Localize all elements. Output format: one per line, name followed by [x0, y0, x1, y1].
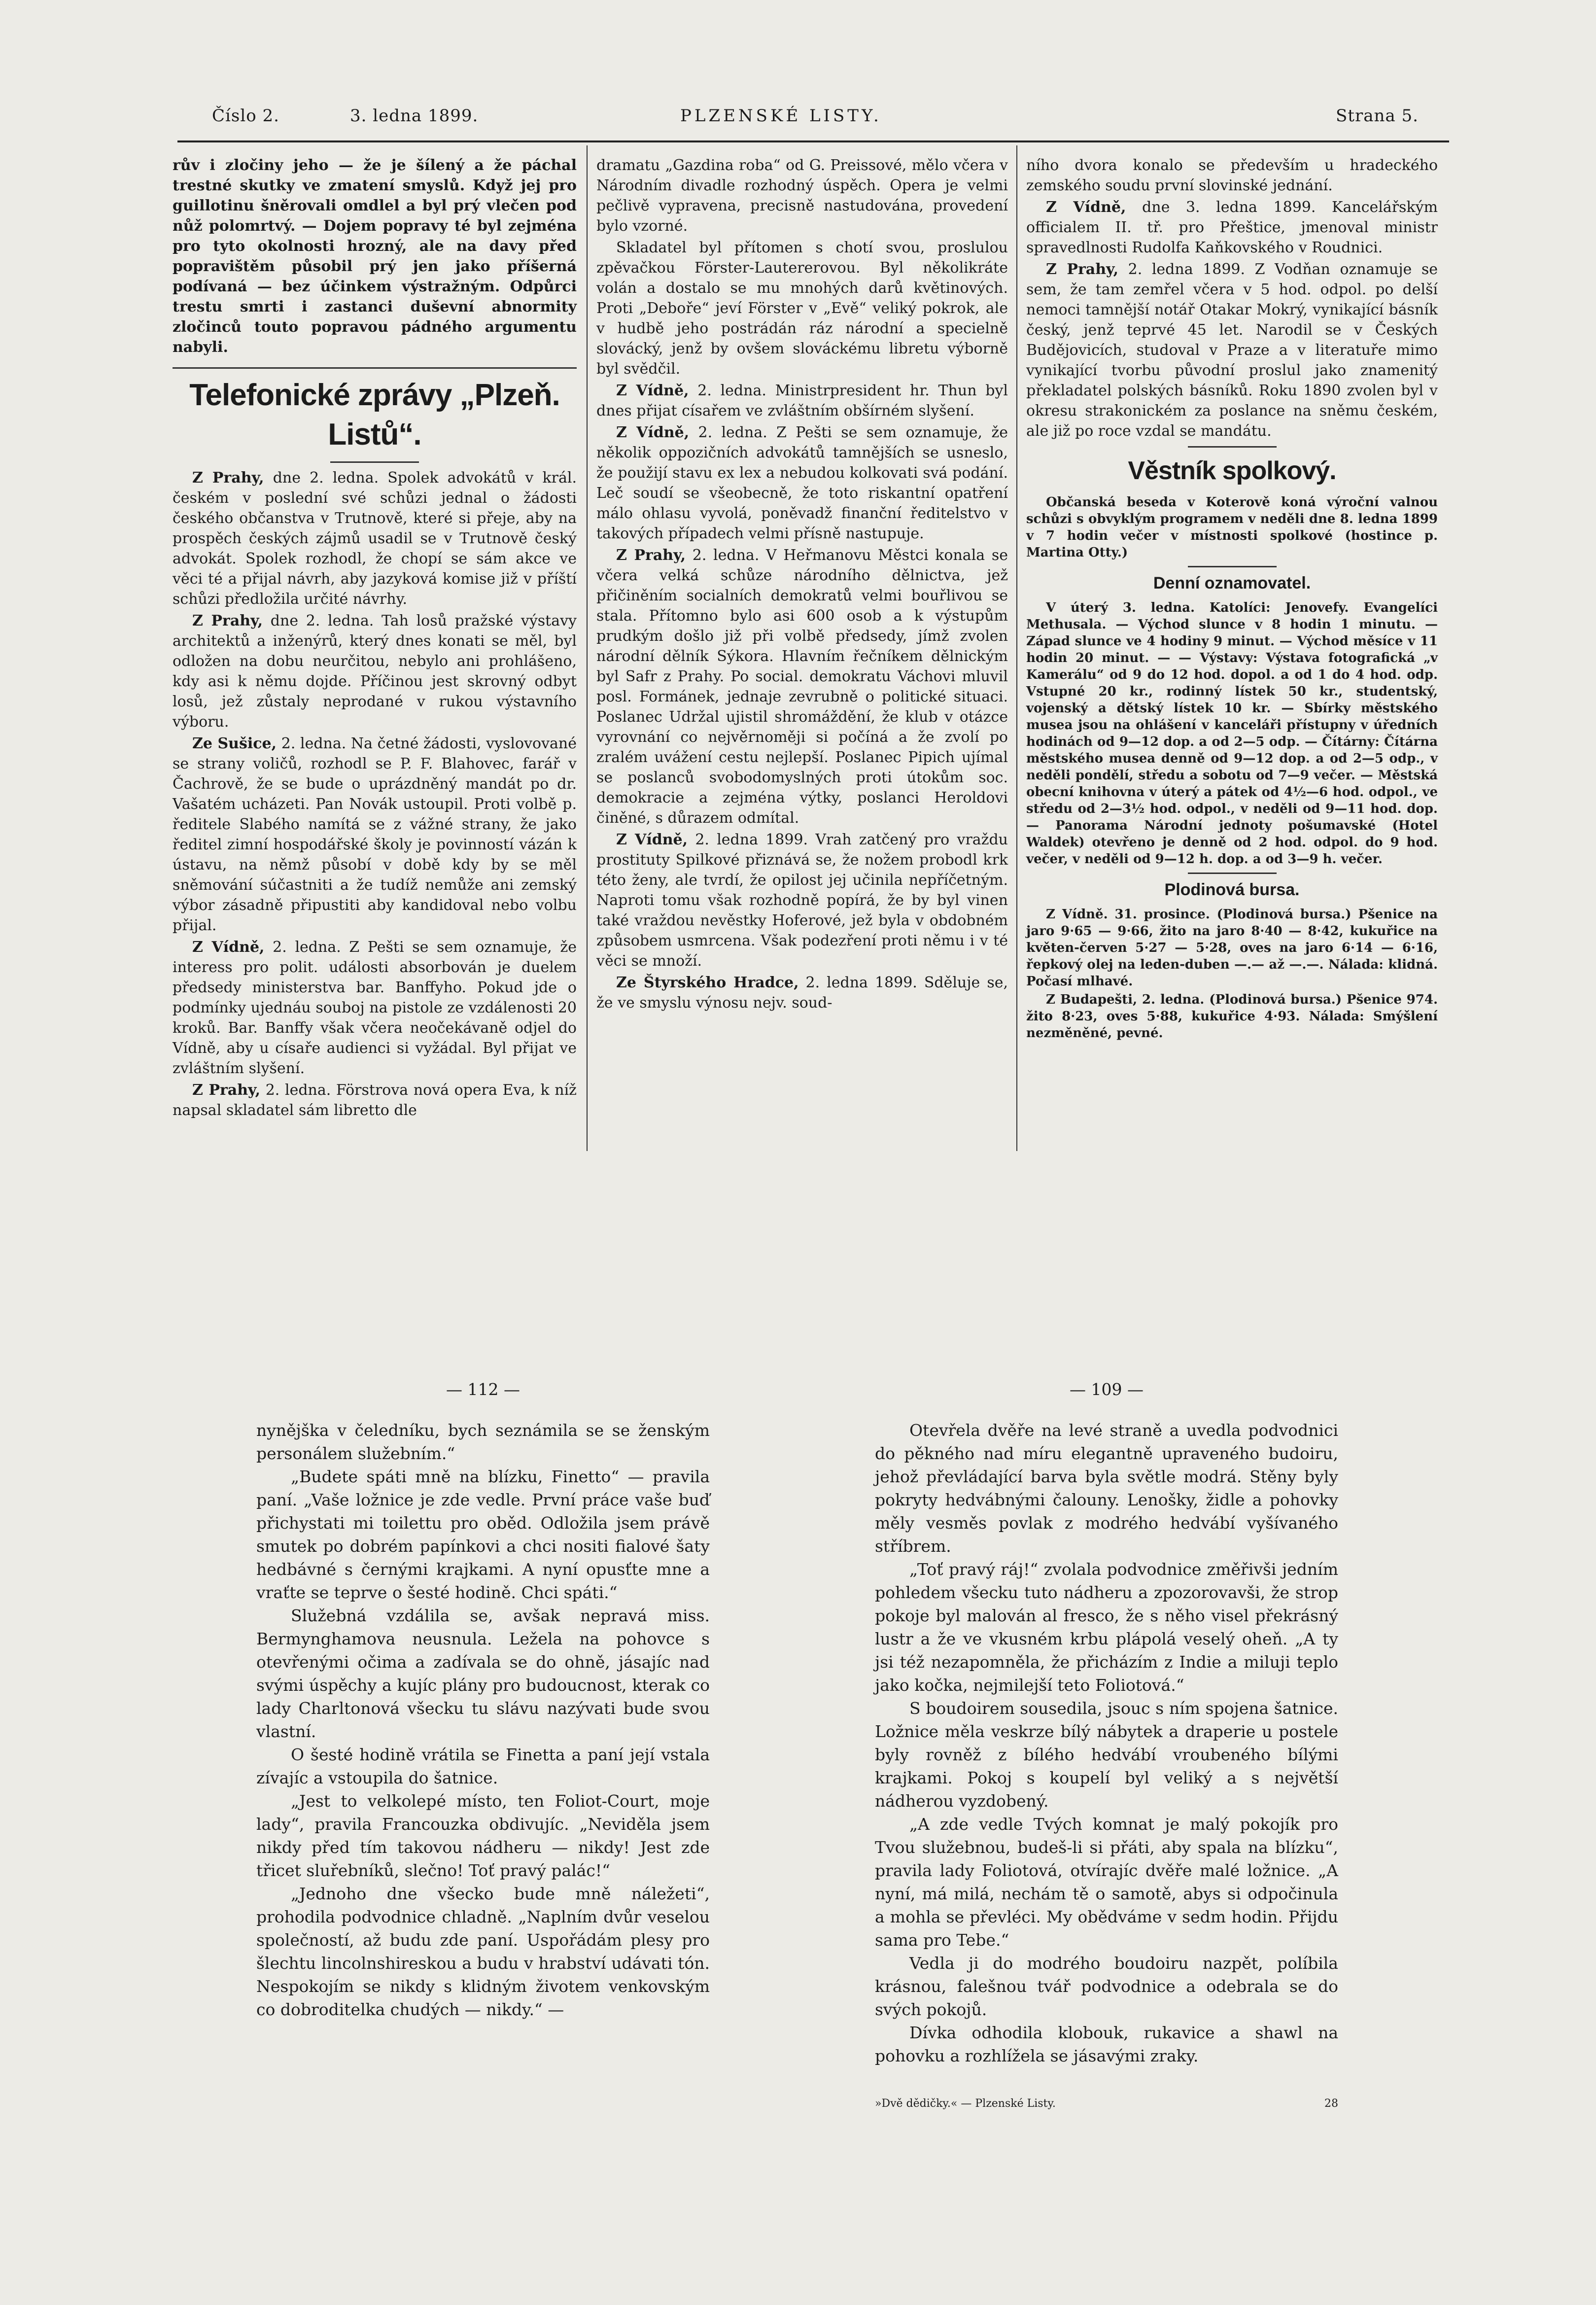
- section-rule: [173, 367, 577, 369]
- news-item: Z Vídně, 2. ledna. Ministrpresident hr. Thun byl dnes přijat císařem ve zvláštním obšírném slyšení.: [596, 382, 1008, 419]
- serial-paragraph: S boudoirem sousedila, jsouc s ním spojena šatnice. Ložnice měla veskrze bílý nábytek a draperie u postele byly rovněž z bílého hedvábí vroubeného bílými krajkami. Pokoj s koupelí byl veliký a s největší nádherou vyzdobený.: [875, 1699, 1338, 1811]
- news-item: Z Vídně, dne 3. ledna 1899. Kancelářským officialem II. tř. pro Přeštice, jmenoval ministr spravedlnosti Rudolfa Kaňkovského v Roudnici.: [1026, 199, 1438, 256]
- serial-page-number: — 112 —: [446, 1380, 520, 1399]
- newspaper-title: PLZENSKÉ LISTY.: [680, 106, 882, 126]
- news-item: dramatu „Gazdina roba“ od G. Preissové, mělo včera v Národním divadle rozhodný úspěch. Opera je velmi pečlivě vypravena, precisně nastudována, provedení bylo vzorné.: [596, 157, 1008, 235]
- column-separator: [1016, 145, 1017, 1151]
- page-number: Strana 5.: [1336, 106, 1419, 126]
- short-rule: [1188, 446, 1277, 448]
- serial-paragraph: nynějška v čeledníku, bych seznámila se se ženským personálem služebním.“: [256, 1421, 710, 1463]
- serial-paragraph: „A zde vedle Tvých komnat je malý pokojík pro Tvou služebnou, budeš-li si přáti, aby spala na blízku“, pravila lady Foliotová, otvírajíc dvěře malé ložnice. „A nyní, má milá, nechám tě o samotě, abys si odpočinula a mohla se převléci. My obědváme v sedm hodin. Přijdu sama pro Tebe.“: [875, 1815, 1338, 1950]
- news-item: Z Vídně, 2. ledna. Z Pešti se sem oznamuje, že interess pro polit. události absorbován je duelem předsedy ministerstva bar. Banffyho. Pokud jde o podmínky ujednáu souboj na pistole ze vzdálenosti 20 kroků. Bar. Banffy však včera neočekávaně odjel do Vídně, aby u císaře audienci si vyžádal. Byl přijat ve zvláštním slyšení.: [173, 939, 577, 1077]
- serial-footer-number: 28: [1324, 2097, 1338, 2110]
- serial-paragraph: „Jednoho dne všecko bude mně náležeti“, prohodila podvodnice chladně. „Naplním dvůr veselou společností, až budu zde paní. Uspořádám plesy pro šlechtu lincolnshireskou a budu v hrabství udávati tón. Nespokojím se nikdy s klidným životem venkovským co dobroditelka chudých — nikdy.“ —: [256, 1884, 710, 2019]
- news-list-1: [173, 468, 577, 1120]
- news-item: Z Prahy, 2. ledna 1899. Z Vodňan oznamuje se sem, že tam zemřel včera v 5 hod. odpol. po delší nemoci tamnější notář Otakar Mokrý, vynikající básník český, jenž teprvé 45 let. Narodil se v Českých Budějovicích, studoval v Praze a v literatuře mimo vynikající tvorbu původní proslul jako znamenitý překladatel polských básníků. Roku 1890 zvolen byl v okresu strakonickém za poslance na sněmu českém, ale již po roce vzdal se mandátu.: [1026, 261, 1438, 440]
- news-item: Skladatel byl přítomen s chotí svou, proslulou zpěvačkou Förster-Lautererovou. Byl několikráte volán a dostalo se mu mnohých darů květinových. Proti „Deboře“ jeví Förster v „Evě“ veliký pokrok, ale v hudbě jeho postrádán ráz národní a specielně slovácký, jenž by ovšem slováckému libretu výborně byl svědčil.: [596, 239, 1008, 378]
- news-item: Ze Sušice, 2. ledna. Na četné žádosti, vyslovované se strany voličů, rozhodl se P. F. Blahovec, farář v Čachrově, že se bude o uprázdněný mandát po dr. Vašatém ucházeti. Pan Novák ustoupil. Proti volbě p. ředitele Slabého namítá se z vážné strany, že jako ředitel zimní hospodářské školy je povinností vázán k ústavu, na němž působí v době kdy by se měl sněmování súčastniti a že tudíž nemůže ani zemský výbor zásadně připustiti aby kandidoval nebo volbu přijal.: [173, 735, 577, 934]
- news-item: Ze Štyrského Hradce, 2. ledna 1899. Sděluje se, že ve smyslu výnosu nejv. soud-: [596, 974, 1008, 1012]
- intro-text: rův i zločiny jeho — že je šílený a že páchal trestné skutky ve zmatení smyslů. Když jej pro guillotinu šněrovali omdlel a byl prý vlečen pod nůž polomrtvý. — Dojem popravy té byl zejména pro tyto okolnosti hrozný, ale na davy před popravištěm působil prý jen jako příšerná podívaná — bez účinkem výstražným. Odpůrci trestu smrti i zastanci duševní abnormity zločinců touto popravou pádného argumentu nabyli.: [173, 157, 577, 356]
- issue-date: 3. ledna 1899.: [350, 106, 479, 126]
- page-header: [197, 106, 1420, 140]
- serial-paragraph: Dívka odhodila klobouk, rukavice a shawl na pohovku a rozhlížela se jásavými zraky.: [875, 2023, 1338, 2065]
- serial-paragraph: O šesté hodině vrátila se Finetta a paní její vstala zívajíc a vstoupila do šatnice.: [256, 1745, 710, 1787]
- serial-paragraph: Otevřela dvěře na levé straně a uvedla podvodnici do pěkného nad míru elegantně upraveného budoiru, jehož převládající barva byla světle modrá. Stěny byly pokryty hedvábnými čalouny. Lenošky, židle a pohovky měly vesměs povlak z modrého hedvábí vyšívaného stříbrem.: [875, 1421, 1338, 1556]
- serial-paragraph: „Toť pravý ráj!“ zvolala podvodnice změřivši jedním pohledem všecku tuto nádheru a zpozorovavši, že strop pokoje byl malován al fresco, že s něho visel překrásný lustr a že ve vkusném krbu plápolá veselý oheň. „A ty jsi též nezapomněla, že přicházím z Indie a miluji teplo jako kočka, nejmilejší teto Foliotová.“: [875, 1560, 1338, 1695]
- short-rule: [1188, 566, 1277, 567]
- news-item: Z Prahy, dne 2. ledna. Tah losů pražské výstavy architektů a inženýrů, který dnes konati se měl, byl odložen na dobu neurčitou, nebylo ani prohlášeno, kdy asi k němu dojde. Příčinou jest skrovný odbyt losů, jež zůstaly neprodané v rukou výstavního výboru.: [173, 612, 577, 731]
- daily-notice: V úterý 3. ledna. Katolíci: Jenovefy. Evangelíci Methusala. — Východ slunce v 8 hodin 1 minutu. — Západ slunce ve 4 hodiny 9 minut. — Východ měsíce v 11 hodin 20 minut. — — Výstavy: Výstava fotografická „v Kamerálu“ od 9 do 12 hod. dopol. a od 1 do 4 hod. odp. Vstupné 20 kr., rodinný lístek 50 kr., studentský, vojenský a dětský lístek 10 kr. — Sbírky městského musea jsou na ohlášení v kanceláři přístupny v úředních hodinách od 9—12 dop. a od 2—5 odp. — Čítárny: Čítárna městského musea denně od 9—12 dop. a od 2—5 odp., v neděli pondělí, středu a sobotu od 7—9 večer. — Městská obecní knihovna v úterý a pátek od 4½—6 hod. odpol., ve středu od 2—3½ hod. odpol., v neděli od 9—11 hod. dop. — Panorama Národní jednoty pošumavské (Hotel Waldek) otevřeno je denně od 2 hod. odpol. do 9 hod. večer, v neděli od 9—12 h. dop. a od 3—9 h. večer.: [1026, 600, 1438, 867]
- serial-paragraph: Služebná vzdálila se, avšak nepravá miss. Bermynghamova neusnula. Ležela na pohovce s otevřenými očima a zadívala se do ohně, jásajíc nad svými úspěchy a kujíc plány pro budoucnost, kterak co lady Charltonová všecku tu slávu nazývati bude svou vlastní.: [256, 1606, 710, 1741]
- serial-paragraph: Vedla ji do modrého boudoiru nazpět, políbila krásnou, falešnou tvář podvodnice a odebrala se do svých pokojů.: [875, 1954, 1338, 2019]
- column-2: [596, 155, 1008, 1014]
- bourse-vienna: Z Vídně. 31. prosince. (Plodinová bursa.) Pšenice na jaro 9·65 — 9·66, žito na jaro 8·40 — 8·42, kukuřice na květen-červen 5·27 — 5·28, oves na jaro 6·14 — 6·16, řepkový olej na leden-duben —.— až —.—. Nálada: klidná. Počasí mlhavé.: [1026, 907, 1438, 989]
- section-title-daily: Denní oznamovatel.: [1153, 574, 1311, 593]
- column-3: [1026, 155, 1438, 1043]
- serial-paragraph: „Budete spáti mně na blízku, Finetto“ — pravila paní. „Vaše ložnice je zde vedle. První práce vaše buď přichystati mi toilettu pro oběd. Odložila jsem právě smutek po dobrém papínkovi a chci nositi fialové šaty hedbávné s černými krajkami. A nyní opusťte mne a vraťte se teprve o šesté hodině. Chci spáti.“: [256, 1467, 710, 1602]
- news-item: Z Prahy, dne 2. ledna. Spolek advokátů v král. českém v poslední své schůzi jednal o žádosti českého občanstva v Trutnově, které si přeje, aby na prospěch českých zájmů usadil se v Trutnově český advokát. Spolek rozhodl, že chopí se sám akce ve věci té a přijal návrh, aby jazyková komise již v příští schůzi předložila určité návrhy.: [173, 469, 577, 608]
- serial-footer-title: »Dvě dědičky.« — Plzenské Listy.: [875, 2097, 1056, 2110]
- serial-right: [875, 1378, 1338, 2115]
- serial-page-number: — 109 —: [1070, 1380, 1144, 1399]
- news-item: ního dvora konalo se především u hradeckého zemského soudu první slovinské jednání.: [1026, 157, 1438, 194]
- column-1: [173, 155, 577, 1122]
- section-title-telephone: Telefonické zprávy „Plzeň. Listů“.: [189, 378, 560, 452]
- serial-left: [256, 1378, 710, 2021]
- news-item: Z Vídně, 2. ledna. Z Pešti se sem oznamuje, že několik oppozičních advokátů tamnějších se usneslo, že použijí stavu ex lex a nebudou kolkovati svá podání. Leč soudí se všeobecně, že toto riskantní opatření málo ohlasu vyvolá, poněvadž finanční ředitelstvo v takových případech velmi přísně nastupuje.: [596, 424, 1008, 542]
- short-rule: [1188, 873, 1277, 874]
- news-item: Z Prahy, 2. ledna. V Heřmanovu Městci konala se včera velká schůze národního dělnictva, jež přičiněním socialních demokratů velmi bouřlivou se stala. Přítomno bylo asi 600 osob a k výstupům prudkým došlo již při volbě předsedy, jímž zvolen národní dělník Sýkora. Hlavním řečníkem dělnickým byl Safr z Prahy. Po social. demokratu Váchovi mluvil posl. Formánek, jednaje zevrubně o politické situaci. Poslanec Udržal ujistil shromáždění, že klub v otázce vyrovnání co nejvěrnoměji si počíná a že zvolí po zralém uvážení cestu nejlepší. Poslanec Pipich ujímal se poslanců svobodomyslných proti útokům soc. demokracie a zejména výtky, poslanci Heroldovi činěné, s důrazem odmítal.: [596, 547, 1008, 827]
- column-separator: [587, 145, 588, 1151]
- bourse-budapest: Z Budapešti, 2. ledna. (Plodinová bursa.) Pšenice 974. žito 8·23, oves 5·88, kukuřice 4·93. Nálada: Smýšlení nezměněné, pevné.: [1026, 992, 1438, 1041]
- serial-paragraph: „Jest to velkolepé místo, ten Foliot-Court, moje lady“, pravila Francouzka obdivujíc. „Neviděla jsem nikdy před tím takovou nádheru — nikdy! Jest zde třicet sluřebníků, slečno! Toť pravý palác!“: [256, 1791, 710, 1880]
- section-title-bourse: Plodinová bursa.: [1164, 880, 1300, 899]
- section-title-clubs: Věstník spolkový.: [1128, 456, 1336, 485]
- serial-footer: [875, 2092, 1338, 2115]
- club-notice: Občanská beseda v Koterově koná výroční valnou schůzi s obvyklým programem v neděli dne 8. ledna 1899 v 7 hodin večer v místnosti spolkové (hostince p. Martina Otty.): [1026, 495, 1438, 560]
- short-rule: [330, 461, 419, 463]
- news-item: Z Prahy, 2. ledna. Förstrova nová opera Eva, k níž napsal skladatel sám libretto dle: [173, 1082, 577, 1119]
- header-rule: [177, 140, 1449, 142]
- news-item: Z Vídně, 2. ledna 1899. Vrah zatčený pro vraždu prostituty Spilkové přiznává se, že nožem probodl krk této ženy, ale tvrdí, že opilost jej učinila nepříčetným. Naproti tomu však rozhodně popírá, že by byl vinen také vraždou nevěstky Hoferové, jež byla v obdobném způsobem usmrcena. Však podezření proti němu i v té věci se množí.: [596, 831, 1008, 970]
- issue-number: Číslo 2.: [212, 106, 279, 126]
